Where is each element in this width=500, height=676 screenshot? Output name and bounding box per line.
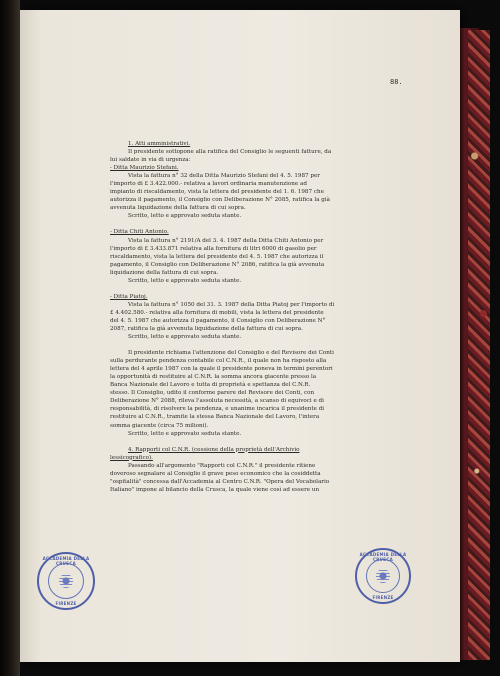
text-line: del 4. 5. 1987 che autorizza il pagamento, il Consiglio con Deliberazione N° [110,317,326,324]
stamp-text-top: ACCADEMIA DELLA CRUSCA [42,556,90,566]
text-line: Il presidente sottopone alla ratifica del Consiglio le seguenti fatture, da [128,149,332,156]
text-line: sulla perdurante pendenza contabile col C.N.R., il quale non ha risposto alla [110,358,327,365]
text-line: la opportunità di restituire al C.N.R. la somma ancora giacente presso la [110,374,317,381]
text-line: Italiano" impone al bilancio della Crusca, la quale viene così ad essere un [110,486,320,493]
text-line: lettera del 4 aprile 1987 con la quale il presidente poneva in termini perentori [110,366,333,373]
page-number: 88. [390,78,403,86]
text-line: 2087, ratifica la già avvenuta liquidazione della fattura di cui sopra. [110,325,303,332]
text-line: riscaldamento, vista la lettera del presidente del 4. 5. 1987 che autorizza il [110,253,324,260]
text-line: autorizza il pagamento, il Consiglio con Deliberazione N° 2085, ratifica la già [110,197,331,204]
stamp-text-top: ACCADEMIA DELLA CRUSCA [359,552,407,562]
text-line: Passando all'argomento "Rapporti col C.N.R." il presidente ritiene [128,462,316,469]
text-line: restituire al C.N.R., tramite la stessa Banca Nazionale del Lavoro, l'intera [110,414,320,421]
text-line: responsabilità, di risolvere la pendenza, e unanime incarica il presidente di [110,406,325,413]
stamp-emblem-icon [376,569,390,583]
section-heading: 1. Atti amministrativi. [128,141,191,147]
text-line: lui saldate in via di urgenza: [110,157,191,164]
text-line: liquidazione della fattura di cui sopra. [110,269,219,276]
text-line: Vista la fattura n° 2191/A del 3. 4. 1987 della Ditta Chiti Antonio per [128,237,324,244]
text-line: pagamento, il Consiglio con Deliberazione N° 2086, ratifica la già avvenuta [110,261,325,268]
text-line: "ospitalità" concessa dall'Accademia al Centro C.N.R. "Opera del Vocabolario [110,478,330,485]
vendor-heading: - Ditta Chiti Antonio. [110,229,169,236]
vendor-heading: - Ditta Maurizio Stefani. [110,165,179,172]
text-line: Scritto, letto e approvato seduta stante. [128,430,242,437]
text-line: impianto di riscaldamento, vista la lettera del presidente del 1. 6. 1987 che [110,189,324,196]
text-line: doveroso segnalare al Consiglio il grave peso economico che la cosiddetta [110,470,321,477]
stamp-text-bottom: FIRENZE [55,601,77,606]
text-line: Vista la fattura n° 1050 del 31. 3. 1987 della Ditta Piatoj per l'importo di [128,301,335,308]
section-heading: 4. Rapporti col C.N.R. (cessione della proprietà dell'Archivio [128,446,300,453]
academy-stamp-right [355,548,411,604]
text-line: Scritto, letto e approvato seduta stante. [128,277,242,284]
text-line: somma giacente (circa 75 milioni). [110,422,209,429]
stamp-text-bottom: FIRENZE [372,595,394,600]
academy-stamp-left [37,552,95,610]
text-line: Banca Nazionale del Lavoro e tutta di proprietà e spettanza del C.N.R. [110,382,311,389]
book-spine-edge [0,0,20,676]
text-line: Scritto, letto e approvato seduta stante. [128,213,242,220]
marbled-endpaper [468,30,490,660]
text-line: Deliberazione N° 2088, rileva l'assoluta necessità, a scanso di equivoci e di [110,398,324,405]
document-text [110,140,378,494]
text-line: Scritto, letto e approvato seduta stante. [128,334,242,341]
stamp-emblem-icon [59,574,73,588]
section-heading-cont: lessicografico). [110,454,153,461]
text-line: Il presidente richiama l'attenzione del Consiglio e del Revisore dei Conti [128,350,334,357]
text-line: Vista la fattura n° 32 della Ditta Maurizio Stefani del 4. 5. 1987 per [128,173,320,180]
text-line: l'importo di £ 3.422.000.- relativa a lavori ordinaria manutenzione ad [110,181,307,188]
text-line: avvenuta liquidazione della fattura di cui sopra. [110,205,246,212]
text-line: l'importo di £ 3.433.871 relativa alla fornitura di litri 6000 di gasolio per [110,245,317,252]
text-line: £ 4.402.580.- relativa alla fornitura di mobili, vista la lettera del presidente [110,309,324,316]
text-line: stesso. Il Consiglio, udito il conforme parere del Revisore dei Conti, con [110,390,315,397]
vendor-heading: - Ditta Piatoj. [110,293,148,300]
